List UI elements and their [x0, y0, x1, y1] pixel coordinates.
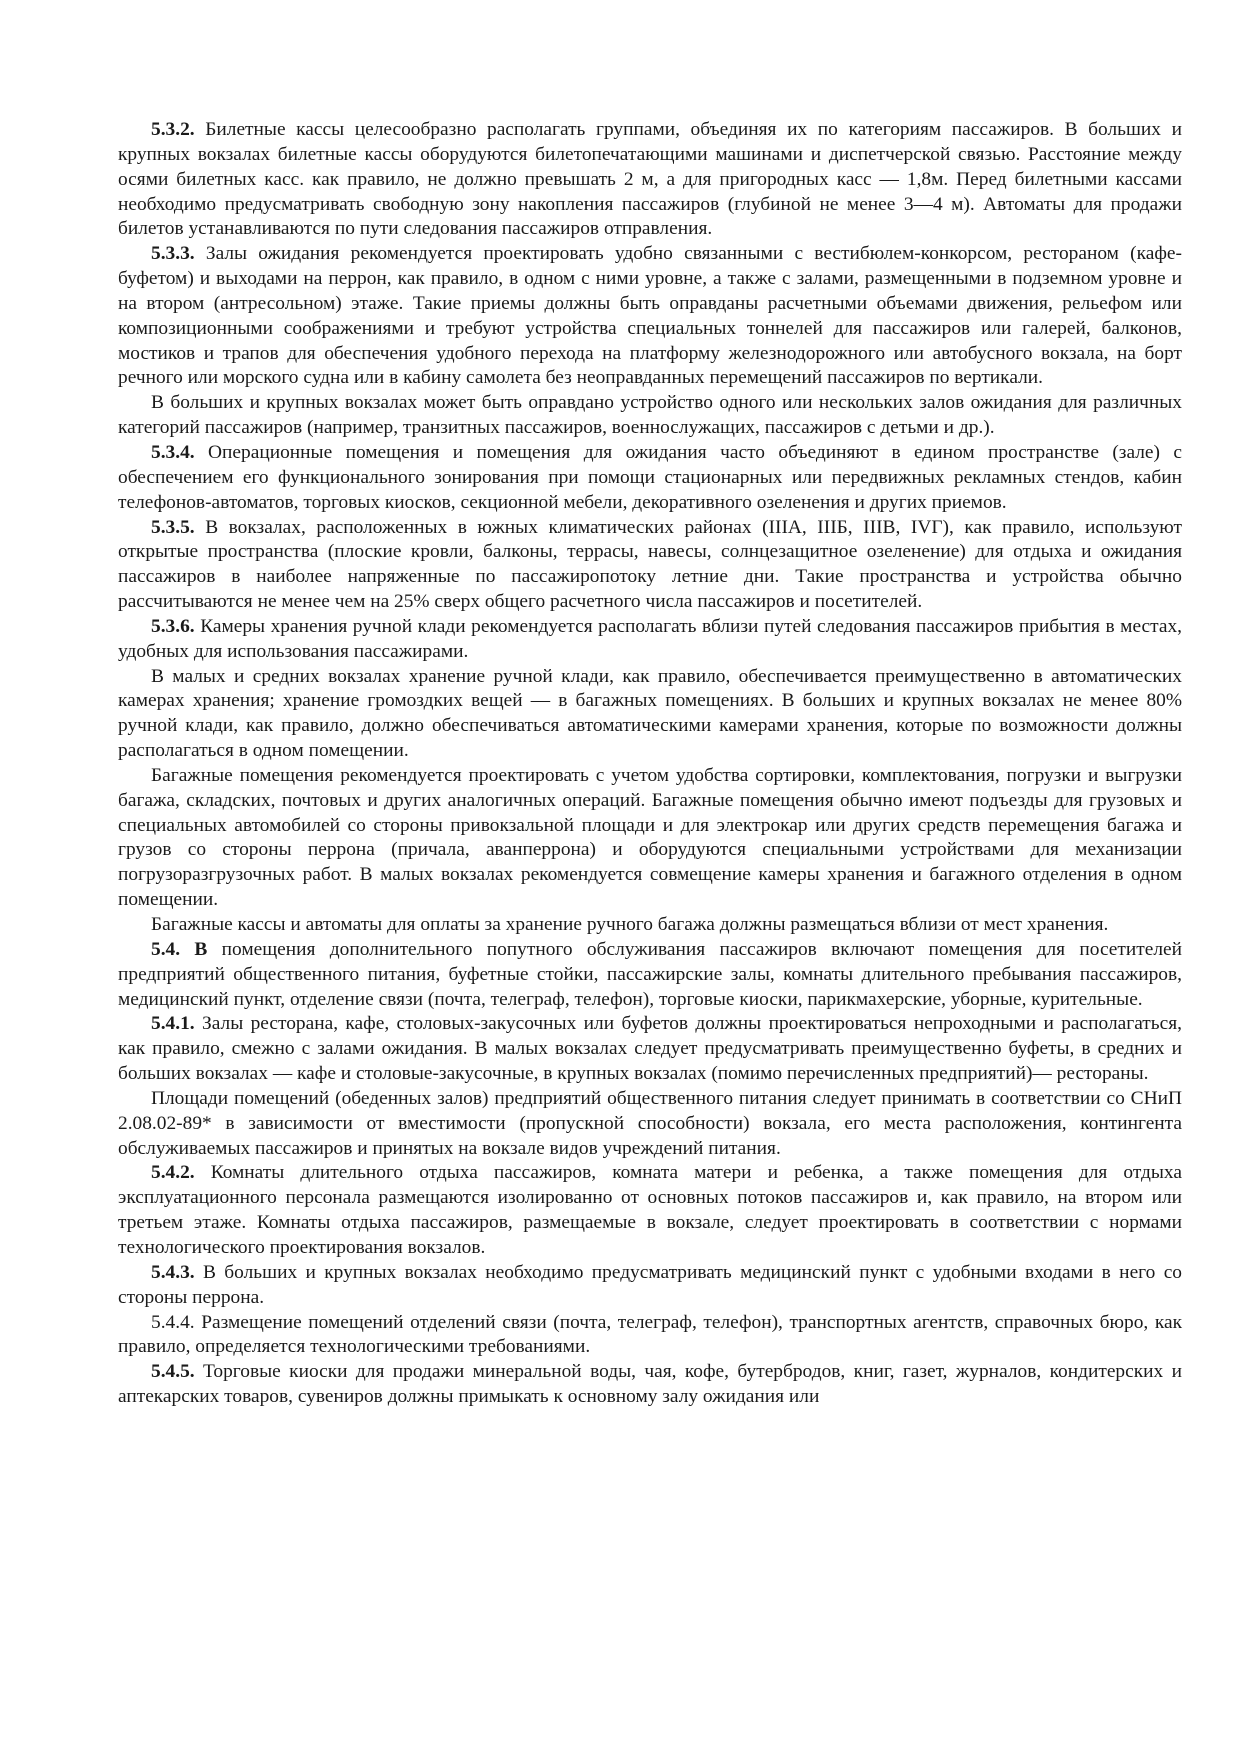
paragraph-text: Багажные кассы и автоматы для оплаты за хранение ручного багажа должны размещаться вблизи от мест хранения.: [151, 914, 1109, 935]
paragraph-dining-areas: [118, 1087, 1182, 1162]
paragraph-5-4-5: [118, 1360, 1182, 1410]
section-number: 5.4.2.: [151, 1162, 195, 1184]
paragraph-text: Операционные помещения и помещения для ожидания часто объединяют в едином пространстве (зале) с обеспечением его функционального зонирования при помощи стационарных или передвижных рекламных стендов, кабин телефонов-автоматов, торговых киосков, секционной мебели, декоративного озеленения и других приемов.: [118, 441, 1182, 513]
paragraph-waiting-halls: [118, 391, 1182, 441]
paragraph-text: В больших и крупных вокзалах может быть оправдано устройство одного или нескольких залов ожидания для различных категорий пассажиров (например, транзитных пассажиров, военнослужащих, пассажиров с детьми и др.).: [118, 392, 1182, 439]
paragraph-hand-luggage: [118, 665, 1182, 764]
paragraph-5-3-5: [118, 516, 1182, 615]
paragraph-5-3-6: [118, 615, 1182, 665]
section-number: 5.4.1.: [151, 1013, 195, 1035]
paragraph-text: В больших и крупных вокзалах необходимо предусматривать медицинский пункт с удобными входами в него со стороны перрона.: [118, 1261, 1183, 1308]
paragraph-5-3-2: [118, 118, 1182, 242]
paragraph-5-3-4: [118, 441, 1182, 516]
paragraph-text: Торговые киоски для продажи минеральной воды, чая, кофе, бутербродов, книг, газет, журналов, кондитерских и аптекарских товаров, сувениров должны примыкать к основному залу ожидания или: [118, 1361, 1182, 1408]
paragraph-5-4-2: [118, 1161, 1182, 1260]
paragraph-5-4-1: [118, 1012, 1182, 1087]
section-number: 5.3.2.: [151, 119, 195, 140]
paragraph-text: В малых и средних вокзалах хранение ручной клади, как правило, обеспечивается преимущественно в автоматических камерах хранения; хранение громоздких вещей — в багажных помещениях. В больших и крупных вокзалах не менее 80% ручной клади, как правило, должно обеспечиваться автоматическими камерами хранения, которые по возможности должны располагаться в одном помещении.: [118, 665, 1182, 762]
section-number: 5.3.3.: [151, 243, 195, 265]
section-number: 5.3.6.: [151, 615, 195, 637]
paragraph-text: 5.4.4. Размещение помещений отделений связи (почта, телеграф, телефон), транспортных агентств, справочных бюро, как правило, определяется технологическими требованиями.: [118, 1311, 1182, 1358]
paragraph-text: Комнаты длительного отдыха пассажиров, комната матери и ребенка, а также помещения для отдыха эксплуатационного персонала размещаются изолированно от основных потоков пассажиров и, как правило, на втором или третьем этаже. Комнаты отдыха пассажиров, размещаемые в вокзале, следует проектировать в соответствии с нормами технологического проектирования вокзалов.: [118, 1162, 1182, 1258]
paragraph-text: Площади помещений (обеденных залов) предприятий общественного питания следует принимать в соответствии со СНиП 2.08.02-89* в зависимости от вместимости (пропускной способности) вокзала, его места расположения, контингента обслуживаемых пассажиров и принятых на вокзале видов учреждений питания.: [118, 1087, 1182, 1159]
paragraph-text: Багажные помещения рекомендуется проектировать с учетом удобства сортировки, комплектования, погрузки и выгрузки багажа, складских, почтовых и других аналогичных операций. Багажные помещения обычно имеют подъезды для грузовых и специальных автомобилей со стороны привокзальной площади и для электрокар или других средств перемещения багажа и грузов со стороны перрона (причала, аванперрона) и оборудуются специальными устройствами для механизации погрузоразгрузочных работ. В малых вокзалах рекомендуется совмещение камеры хранения и багажного отделения в одном помещении.: [118, 764, 1182, 911]
section-number: 5.4.3.: [151, 1261, 195, 1283]
paragraph-baggage-rooms: [118, 764, 1182, 913]
paragraph-text: В вокзалах, расположенных в южных климатических районах (IIIА, IIIБ, IIIВ, IVГ), как правило, используют открытые пространства (плоские кровли, балконы, террасы, навесы, солнцезащитное озеленение) для отдыха и ожидания пассажиров в наиболее напряженные по пассажиропотоку летние дни. Такие пространства и устройства обычно рассчитываются не менее чем на 25% сверх общего расчетного числа пассажиров и посетителей.: [118, 516, 1182, 613]
paragraph-5-4: [118, 938, 1182, 1013]
section-number: 5.4. В: [151, 938, 208, 960]
paragraph-text: Камеры хранения ручной клади рекомендуется располагать вблизи путей следования пассажиров прибытия в местах, удобных для использования пассажирами.: [118, 615, 1182, 662]
paragraph-text: Билетные кассы целесообразно располагать группами, объединяя их по категориям пассажиров. В больших и крупных вокзалах билетные кассы оборудуются билетопечатающими машинами и диспетчерской связью. Расстояние между осями билетных касс. как правило, не должно превышать 2 м, а для пригородных касс — 1,8м. Перед билетными кассами необходимо предусматривать свободную зону накопления пассажиров (глубиной не менее 3—4 м). Автоматы для продажи билетов устанавливаются по пути следования пассажиров отправления.: [118, 119, 1182, 240]
paragraph-text: Залы ожидания рекомендуется проектировать удобно связанными с вестибюлем-конкорсом, рестораном (кафе-буфетом) и выходами на перрон, как правило, в одном с ними уровне, а также с залами, размещенными в подземном уровне и на втором (антресольном) этаже. Такие приемы должны быть оправданы расчетными объемами движения, рельефом или композиционными соображениями и требуют устройства специальных тоннелей для пассажиров или галерей, балконов, мостиков и трапов для обеспечения удобного перехода на платформу железнодорожного или автобусного вокзала, на борт речного или морского судна или в кабину самолета без неоправданных перемещений пассажиров по вертикали.: [118, 243, 1182, 389]
paragraph-5-3-3: [118, 242, 1182, 391]
section-number: 5.3.4.: [151, 441, 195, 463]
paragraph-5-4-4: [118, 1311, 1182, 1361]
paragraph-baggage-cashiers: [118, 913, 1182, 938]
paragraph-text: Залы ресторана, кафе, столовых-закусочных или буфетов должны проектироваться непроходными и располагаться, как правило, смежно с залами ожидания. В малых вокзалах следует предусматривать преимущественно буфеты, в средних и больших вокзалах — кафе и столовые-закусочные, в крупных вокзалах (помимо перечисленных предприятий)— рестораны.: [118, 1013, 1182, 1085]
paragraph-5-4-3: [118, 1261, 1182, 1311]
paragraph-text: помещения дополнительного попутного обслуживания пассажиров включают помещения для посетителей предприятий общественного питания, буфетные стойки, пассажирские залы, комнаты длительного пребывания пассажиров, медицинский пункт, отделение связи (почта, телеграф, телефон), торговые киоски, парикмахерские, уборные, курительные.: [118, 938, 1182, 1010]
section-number: 5.4.5.: [151, 1361, 195, 1383]
section-number: 5.3.5.: [151, 516, 195, 538]
